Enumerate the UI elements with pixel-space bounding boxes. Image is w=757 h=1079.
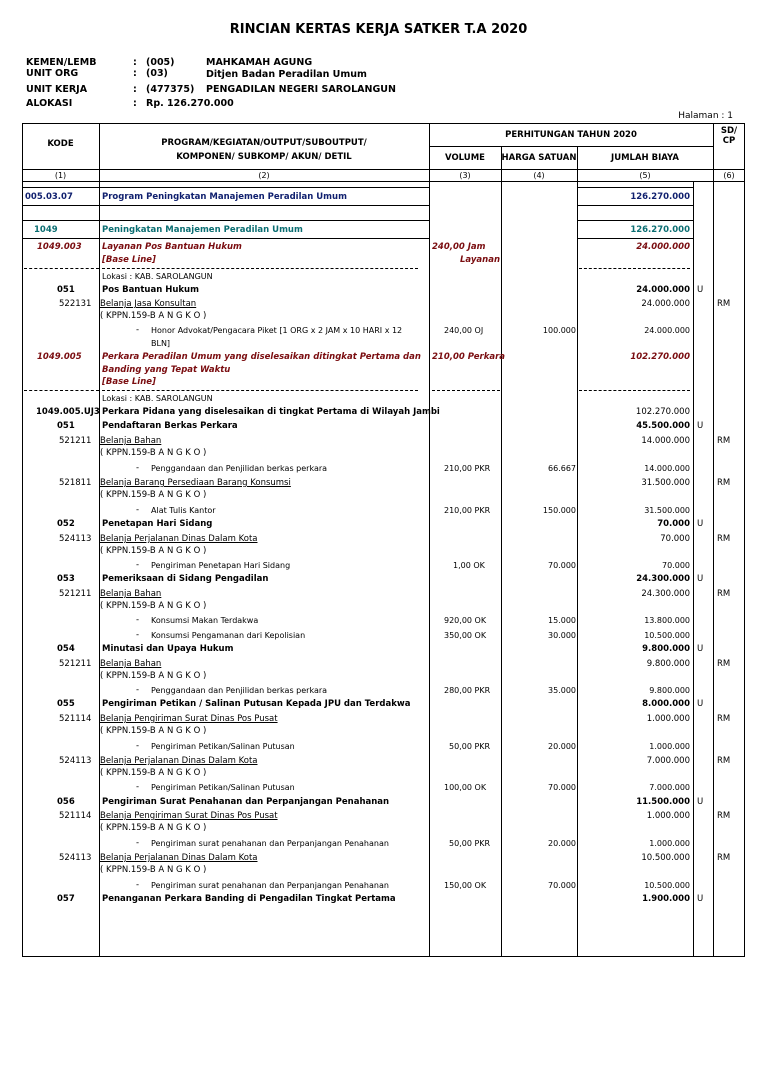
row-uraian: Penanganan Perkara Banding di Pengadilan Tingkat Pertama [102,894,396,904]
col-program-header-2: KOMPONEN/ SUBKOMP/ AKUN/ DETIL [176,152,352,162]
row-uraian: Perkara Peradilan Umum yang diselesaikan ditingkat Pertama dan [102,352,421,362]
row-kode: 521114 [59,811,92,821]
row-harga: 20.000 [548,839,576,848]
dash: - [136,560,140,570]
row-separator [102,268,418,269]
column-line [429,123,430,957]
alokasi-value: Rp. 126.270.000 [146,98,234,109]
row-kode: 051 [57,421,75,431]
row-uraian: Pengiriman surat penahanan dan Perpanjangan Penahanan [151,881,389,890]
dash: - [136,782,140,792]
row-volume: Layanan [459,255,500,265]
row-kode: 521811 [59,478,92,488]
row-uraian: Pengiriman Petikan/Salinan Putusan [151,783,295,792]
row-jumlah: 126.270.000 [630,225,690,235]
row-kode: 521211 [59,436,92,446]
row-jumlah: 1.000.000 [649,742,690,751]
row-separator [99,220,429,221]
row-uraian: Perkara Pidana yang diselesaikan di tingkat Pertama di Wilayah Jambi [102,407,440,417]
row-harga: 150.000 [542,506,576,515]
row-jumlah: 14.000.000 [644,464,690,473]
row-separator [579,390,690,391]
row-lokasi: Lokasi : KAB. SAROLANGUN [102,272,213,281]
row-kode: 1049.005.UJ3 [36,407,100,417]
row-separator [577,238,693,239]
row-kode: 056 [57,797,75,807]
colon: : [133,68,137,79]
row-separator [577,205,693,206]
col-number: (4) [533,171,545,180]
row-uraian: Pengiriman surat penahanan dan Perpanjangan Penahanan [151,839,389,848]
row-jumlah: 70.000 [660,534,690,544]
row-volume: 1,00 OK [453,561,485,570]
row-uraian: Belanja Perjalanan Dinas Dalam Kota [100,534,258,544]
row-jumlah: 45.500.000 [636,421,690,431]
row-uraian: Penggandaan dan Penjilidan berkas perkara [151,686,328,695]
row-jumlah: 126.270.000 [630,192,690,202]
row-kode: 053 [57,574,75,584]
row-kppn: ( KPPN.159-B A N G K O ) [100,490,207,500]
row-separator [99,205,429,206]
row-jumlah: 24.000.000 [636,285,690,295]
row-separator [579,268,690,269]
dash: - [136,325,140,335]
row-volume: 210,00 PKR [444,464,491,473]
row-kode: 1049 [34,225,58,235]
unit-kerja-label: UNIT KERJA [26,84,88,95]
kemen-name: MAHKAMAH AGUNG [206,57,313,68]
row-uraian: Pengiriman Penetapan Hari Sidang [151,561,291,570]
row-uraian: BLN] [151,339,171,348]
unit-org-name: Ditjen Badan Peradilan Umum [206,69,367,80]
row-uraian: Belanja Bahan [100,436,162,446]
row-kode: 051 [57,285,75,295]
row-uraian: Minutasi dan Upaya Hukum [102,644,234,654]
row-kode: 524113 [59,853,92,863]
dash: - [136,463,140,473]
row-uraian: Pengiriman Petikan/Salinan Putusan [151,742,295,751]
row-separator [22,205,99,206]
row-sd: U [697,519,704,529]
page-number: Halaman : 1 [678,111,733,121]
row-sd: U [697,644,704,654]
row-uraian: Banding yang Tepat Waktu [102,365,231,375]
row-jumlah: 13.800.000 [644,616,690,625]
row-kppn: ( KPPN.159-B A N G K O ) [100,448,207,458]
row-kode: 005.03.07 [25,192,73,202]
row-harga: 70.000 [548,783,576,792]
col-jumlah-header: JUMLAH BIAYA [611,153,679,163]
row-lokasi: Lokasi : KAB. SAROLANGUN [102,394,213,403]
row-volume: 240,00 Jam [432,242,486,252]
column-line [713,123,714,957]
unit-kerja-name: PENGADILAN NEGERI SAROLANGUN [206,84,396,95]
row-volume: 100,00 OK [444,783,487,792]
row-separator [22,187,99,188]
dash: - [136,741,140,751]
col-kode-header: KODE [47,139,74,149]
row-uraian: Pos Bantuan Hukum [102,285,199,295]
row-kode: 1049.005 [37,352,82,362]
header-divider [22,181,745,182]
row-separator [432,390,500,391]
row-jumlah: 24.000.000 [641,299,690,309]
row-separator [99,238,429,239]
row-harga: 70.000 [548,881,576,890]
row-kppn: ( KPPN.159-B A N G K O ) [100,311,207,321]
row-uraian: Pendaftaran Berkas Perkara [102,421,238,431]
row-uraian: Honor Advokat/Pengacara Piket [1 ORG x 2 JAM x 10 HARI x 12 [151,326,403,335]
row-cp: RM [717,811,731,821]
row-kode: 054 [57,644,75,654]
row-uraian: Pemeriksaan di Sidang Pengadilan [102,574,269,584]
header-divider [22,169,745,170]
row-separator [102,390,418,391]
dash: - [136,685,140,695]
row-separator [22,220,99,221]
row-jumlah: 31.500.000 [644,506,690,515]
row-uraian: Belanja Perjalanan Dinas Dalam Kota [100,853,258,863]
dash: - [136,615,140,625]
row-harga: 70.000 [548,561,576,570]
row-uraian: Pengiriman Petikan / Salinan Putusan Kepada JPU dan Terdakwa [102,699,411,709]
col-number: (6) [723,171,735,180]
row-kppn: ( KPPN.159-B A N G K O ) [100,865,207,875]
row-uraian: Belanja Pengiriman Surat Dinas Pos Pusat [100,714,278,724]
row-jumlah: 1.000.000 [646,811,690,821]
row-jumlah: 24.000.000 [636,242,690,252]
row-uraian: Penggandaan dan Penjilidan berkas perkara [151,464,328,473]
row-jumlah: 24.000.000 [644,326,690,335]
row-uraian: Konsumsi Pengamanan dari Kepolisian [151,631,306,640]
row-kppn: ( KPPN.159-B A N G K O ) [100,546,207,556]
row-kppn: ( KPPN.159-B A N G K O ) [100,823,207,833]
row-uraian: Belanja Bahan [100,659,162,669]
row-separator [99,187,429,188]
row-jumlah: 7.000.000 [646,756,690,766]
row-uraian: Belanja Bahan [100,589,162,599]
row-uraian: Layanan Pos Bantuan Hukum [102,242,242,252]
col-number: (5) [639,171,651,180]
row-sd: U [697,285,704,295]
row-jumlah: 11.500.000 [636,797,690,807]
dash: - [136,838,140,848]
row-cp: RM [717,436,731,446]
cp-header: CP [722,136,736,146]
kemen-code: (005) [146,57,175,68]
row-kode: 1049.003 [37,242,82,252]
row-harga: 66.667 [548,464,576,473]
row-volume: 50,00 PKR [449,742,491,751]
row-kode: 524113 [59,756,92,766]
row-kode: 521211 [59,589,92,599]
row-baseline: [Base Line] [102,255,156,265]
unit-kerja-code: (477375) [146,84,195,95]
row-cp: RM [717,756,731,766]
row-volume: 280,00 PKR [444,686,491,695]
row-jumlah: 24.300.000 [641,589,690,599]
row-sd: U [697,574,704,584]
row-uraian: Belanja Barang Persediaan Barang Konsumsi [100,478,291,488]
row-kode: 057 [57,894,75,904]
row-sd: U [697,894,704,904]
row-uraian: Alat Tulis Kantor [151,506,216,515]
row-volume: 350,00 OK [444,631,487,640]
row-volume: 920,00 OK [444,616,487,625]
col-number: (3) [459,171,471,180]
row-uraian: Belanja Perjalanan Dinas Dalam Kota [100,756,258,766]
row-uraian: Belanja Pengiriman Surat Dinas Pos Pusat [100,811,278,821]
dash: - [136,630,140,640]
row-separator [24,390,99,391]
row-kode: 521211 [59,659,92,669]
row-cp: RM [717,659,731,669]
row-volume: 210,00 Perkara [432,352,506,362]
row-uraian: Program Peningkatan Manajemen Peradilan Umum [102,192,347,202]
row-volume: 50,00 PKR [449,839,491,848]
row-uraian: Peningkatan Manajemen Peradilan Umum [102,225,303,235]
row-uraian: Belanja Jasa Konsultan [100,299,197,309]
dash: - [136,505,140,515]
column-line [577,146,578,957]
row-kppn: ( KPPN.159-B A N G K O ) [100,768,207,778]
colon: : [133,84,137,95]
row-jumlah: 70.000 [662,561,690,570]
row-harga: 30.000 [548,631,576,640]
row-cp: RM [717,714,731,724]
row-separator [24,268,99,269]
row-jumlah: 102.270.000 [630,352,690,362]
row-volume: 240,00 OJ [444,326,484,335]
row-harga: 100.000 [542,326,576,335]
row-uraian: Konsumsi Makan Terdakwa [151,616,259,625]
col-volume-header: VOLUME [445,153,485,163]
sd-header: SD/ [720,126,738,136]
row-uraian: Penetapan Hari Sidang [102,519,213,529]
row-separator [577,187,693,188]
row-jumlah: 70.000 [657,519,690,529]
row-harga: 15.000 [548,616,576,625]
row-jumlah: 9.800.000 [649,686,690,695]
row-sd: U [697,797,704,807]
col-number: (1) [54,171,67,180]
unit-org-code: (03) [146,68,168,79]
row-kppn: ( KPPN.159-B A N G K O ) [100,671,207,681]
col-program-header: PROGRAM/KEGIATAN/OUTPUT/SUBOUTPUT/ [161,138,367,148]
row-jumlah: 10.500.000 [644,631,690,640]
row-volume: 210,00 PKR [444,506,491,515]
row-cp: RM [717,478,731,488]
row-jumlah: 1.900.000 [642,894,690,904]
row-separator [577,220,693,221]
column-line [501,146,502,957]
row-kode: 522131 [59,299,92,309]
dash: - [136,880,140,890]
alokasi-label: ALOKASI [26,98,73,109]
kemen-label: KEMEN/LEMB [26,57,97,68]
row-kppn: ( KPPN.159-B A N G K O ) [100,726,207,736]
row-jumlah: 1.000.000 [649,839,690,848]
row-jumlah: 10.500.000 [641,853,690,863]
row-jumlah: 1.000.000 [646,714,690,724]
row-sd: U [697,421,704,431]
row-uraian: Pengiriman Surat Penahanan dan Perpanjangan Penahanan [102,797,390,807]
row-jumlah: 9.800.000 [642,644,690,654]
row-volume: 150,00 OK [444,881,487,890]
row-sd: U [697,699,704,709]
row-cp: RM [717,534,731,544]
row-kode: 055 [57,699,75,709]
row-separator [22,238,99,239]
colon: : [133,57,137,68]
row-jumlah: 10.500.000 [644,881,690,890]
header-divider [429,146,713,147]
row-jumlah: 14.000.000 [641,436,690,446]
colon: : [133,98,137,109]
row-jumlah: 9.800.000 [646,659,690,669]
row-jumlah: 31.500.000 [641,478,690,488]
row-kppn: ( KPPN.159-B A N G K O ) [100,601,207,611]
row-cp: RM [717,589,731,599]
row-kode: 052 [57,519,75,529]
row-kode: 521114 [59,714,92,724]
row-jumlah: 24.300.000 [636,574,690,584]
row-kode: 524113 [59,534,92,544]
row-cp: RM [717,853,731,863]
col-number: (2) [258,171,270,180]
row-baseline: [Base Line] [102,377,156,387]
unit-org-label: UNIT ORG [26,68,79,79]
row-jumlah: 102.270.000 [635,407,690,417]
row-jumlah: 7.000.000 [649,783,690,792]
column-line [693,181,694,957]
document-title: RINCIAN KERTAS KERJA SATKER T.A 2020 [229,22,528,37]
row-harga: 35.000 [548,686,576,695]
perhitungan-header: PERHITUNGAN TAHUN 2020 [505,130,637,140]
col-harga-header: HARGA SATUAN [501,153,577,163]
row-harga: 20.000 [548,742,576,751]
row-cp: RM [717,299,731,309]
row-jumlah: 8.000.000 [642,699,690,709]
